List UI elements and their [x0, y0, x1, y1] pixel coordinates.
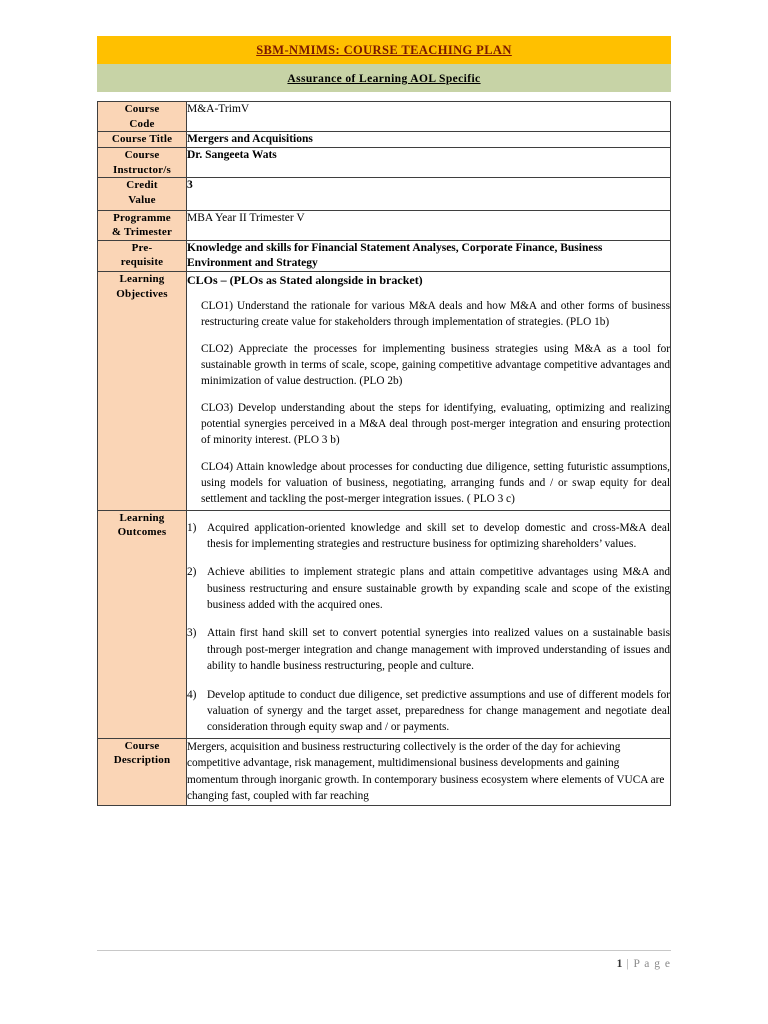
table-row-course-instructor: [98, 148, 671, 178]
row-value-learning-outcomes: [187, 510, 671, 738]
label-line: Instructor/s: [112, 163, 171, 176]
value-line: Mergers and Acquisitions: [187, 133, 313, 146]
table-row-course-description: [98, 738, 671, 805]
table-row-learning-objectives: [98, 272, 671, 510]
label-line: Description: [113, 754, 171, 767]
table-row-course-code: [98, 102, 671, 132]
label-line: Credit: [126, 179, 158, 192]
value-line: M&A-TrimV: [187, 103, 250, 115]
label-line: Pre-: [131, 241, 153, 254]
table-row-programme-trimester: [98, 210, 671, 240]
table-row-learning-outcomes: [98, 510, 671, 738]
label-line: Objectives: [116, 287, 168, 300]
label-line: & Trimester: [111, 226, 173, 239]
label-line: Learning: [119, 273, 165, 286]
row-label-course-instructor: [98, 148, 187, 178]
label-line: Programme: [113, 211, 171, 224]
row-label-learning-objectives: [98, 272, 187, 510]
course-description-text: Mergers, acquisition and business restructuring collectively is the order of the day for achieving competitive advantage, risk management, multidimensional business developments and gaining momentum through inorganic growth. In contemporary business ecosystem where elements of VUCA are changing fast, coupled with far reaching: [187, 740, 665, 803]
outcome-text: Achieve abilities to implement strategic plans and attain competitive advantages using M&A and business restructuring and ensure sustainable growth by expanding scale and scope of the existing business added with the acquired ones.: [207, 566, 670, 612]
clo-item: CLO3) Develop understanding about the steps for identifying, evaluating, optimizing and realizing potential synergies perceived in a M&A deal through post-merger integration and ensuring protection of minority interest. (PLO 3 b): [201, 402, 670, 447]
row-value-course-title: [187, 132, 671, 148]
table-row-course-title: [98, 132, 671, 148]
row-label-course-title: [98, 132, 187, 148]
row-value-prerequisite: [187, 240, 671, 272]
clo-item: CLO2) Appreciate the processes for implementing business strategies using M&A as a tool for sustainable growth in terms of scale, scope, gaining competitive advantage competitive advantages and minimization of value destruction. (PLO 2b): [201, 343, 670, 388]
document-subtitle: Assurance of Learning AOL Specific: [287, 73, 481, 85]
label-line: Course: [124, 149, 160, 162]
footer-page-word: P a g e: [633, 958, 671, 970]
label-line: Value: [128, 193, 156, 206]
value-line: Knowledge and skills for Financial Statement Analyses, Corporate Finance, Business: [187, 241, 603, 254]
row-value-course-code: [187, 102, 671, 132]
clo-heading: CLOs – (PLOs as Stated alongside in bracket): [187, 273, 423, 288]
outcome-item: [187, 625, 670, 674]
page-number-label: [97, 951, 671, 970]
row-value-course-description: [187, 738, 671, 805]
outcome-item: [187, 564, 670, 613]
outcome-item: [187, 520, 670, 553]
label-line: Learning: [119, 511, 165, 524]
footer-separator: |: [626, 958, 630, 970]
outcome-text: Acquired application-oriented knowledge and skill set to develop domestic and cross-M&A deal thesis for implementing strategies and restructure business for optimizing shareholders’ values.: [207, 521, 670, 550]
footer-page-number: 1: [616, 958, 623, 970]
row-label-programme-trimester: [98, 210, 187, 240]
outcome-number: 2): [187, 566, 197, 579]
label-line: Code: [129, 117, 155, 130]
course-teaching-plan-document: [97, 36, 671, 806]
label-line: Course: [124, 739, 160, 752]
outcome-number: 3): [187, 627, 197, 640]
table-row-credit-value: [98, 178, 671, 210]
row-label-prerequisite: [98, 240, 187, 272]
document-title-banner: [97, 36, 671, 64]
page-footer: [97, 950, 671, 970]
course-info-table: [97, 101, 671, 806]
row-value-credit-value: [187, 178, 671, 210]
value-line: Environment and Strategy: [187, 256, 318, 269]
row-value-course-instructor: [187, 148, 671, 178]
document-title: SBM-NMIMS: COURSE TEACHING PLAN: [256, 43, 512, 57]
clo-item: CLO1) Understand the rationale for various M&A deals and how M&A and other forms of business restructuring create value for stakeholders through implementation of strategies. (PLO 1b): [201, 300, 670, 329]
row-value-learning-objectives: [187, 272, 671, 510]
outcome-item: [187, 687, 670, 736]
row-label-learning-outcomes: [98, 510, 187, 738]
value-line: 3: [187, 179, 193, 192]
label-line: Course: [124, 103, 160, 115]
label-line: requisite: [120, 256, 164, 269]
outcome-text: Attain first hand skill set to convert potential synergies into realized values on a sustainable basis through post-merger integration and change management with improved understanding of issues and ability to handle business restructuring, people and culture.: [207, 627, 670, 673]
label-line: Outcomes: [117, 526, 167, 539]
value-line: MBA Year II Trimester V: [187, 211, 305, 224]
label-line: Course Title: [111, 133, 173, 146]
row-label-course-description: [98, 738, 187, 805]
value-line: Dr. Sangeeta Wats: [187, 149, 277, 162]
table-row-prerequisite: [98, 240, 671, 272]
document-subtitle-banner: [97, 64, 671, 92]
row-label-credit-value: [98, 178, 187, 210]
row-label-course-code: [98, 102, 187, 132]
outcome-number: 1): [187, 521, 197, 534]
outcome-number: 4): [187, 688, 197, 701]
clo-item: CLO4) Attain knowledge about processes for conducting due diligence, setting futuristic assumptions, using models for valuation of business, negotiating, arranging funds and / or swap equity for deal settlement and tackling the post-merger integration issues. ( PLO 3 c): [201, 461, 670, 506]
row-value-programme-trimester: [187, 210, 671, 240]
outcome-text: Develop aptitude to conduct due diligence, set predictive assumptions and use of different models for valuation of synergy and the target asset, preparedness for change management and negotiate deal consideration through equity swap and / or payments.: [207, 688, 670, 734]
